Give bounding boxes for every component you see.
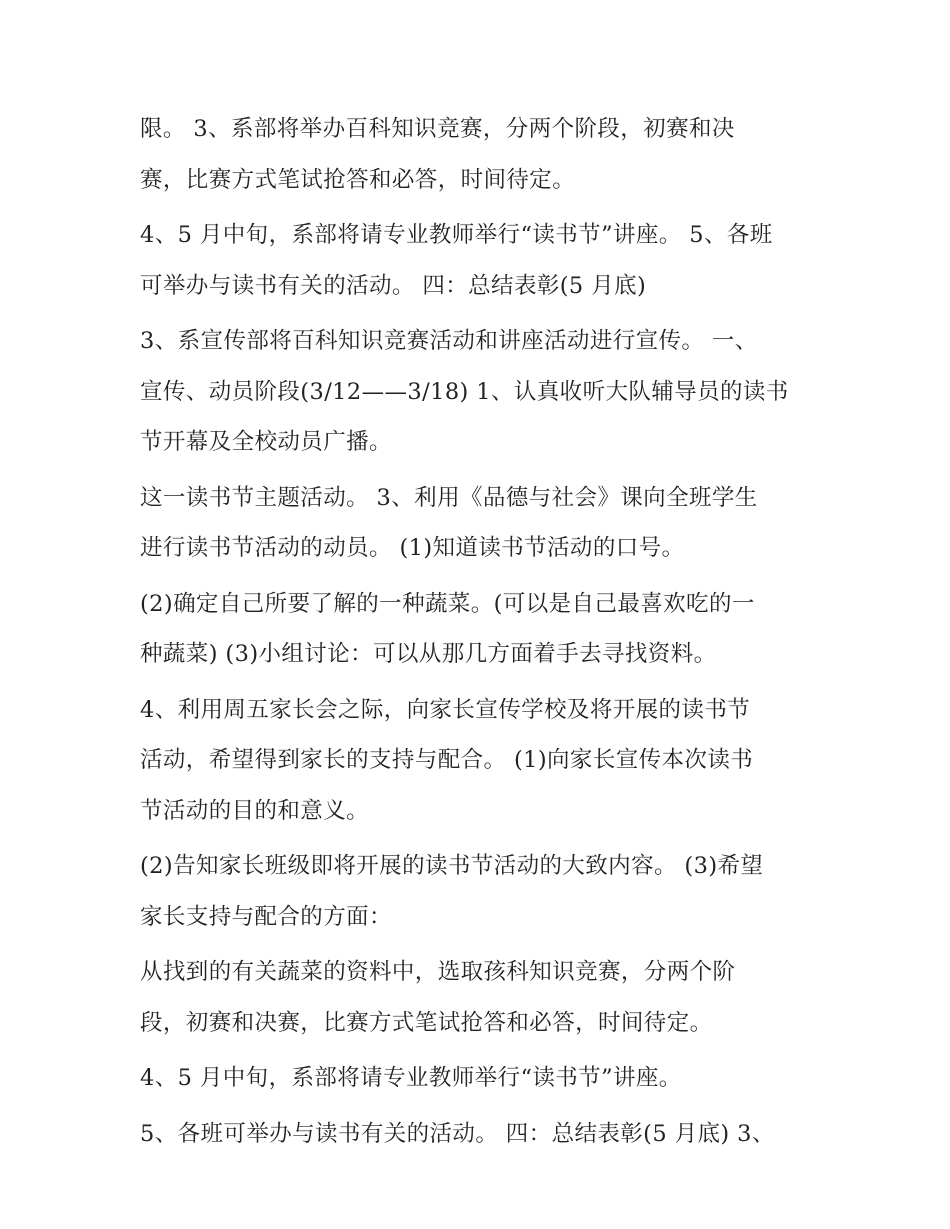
text-line: 宣传、动员阶段(3/12——3/18) 1、认真收听大队辅导员的读书 [140, 378, 789, 405]
text-line: 3、系宣传部将百科知识竞赛活动和讲座活动进行宣传。 一、 [140, 328, 758, 354]
paragraph-10 [140, 1109, 820, 1160]
paragraph-8 [140, 947, 820, 1048]
text-line: 4、5 月中旬，系部将请专业教师举行“读书节”讲座。 5、各班 [140, 222, 773, 248]
text-line: 可举办与读书有关的活动。 四：总结表彰(5 月底) [140, 272, 647, 299]
paragraph-6 [140, 685, 820, 837]
text-line: 活动，希望得到家长的支持与配合。 (1)向家长宣传本次读书 [140, 747, 754, 773]
text-line: 5、各班可举办与读书有关的活动。 四：总结表彰(5 月底) 3、 [140, 1120, 775, 1147]
paragraph-3 [140, 316, 820, 468]
paragraph-9 [140, 1053, 820, 1104]
text-line: 限。 3、系部将举办百科知识竞赛，分两个阶段，初赛和决 [140, 116, 735, 142]
text-line: 4、5 月中旬，系部将请专业教师举行“读书节”讲座。 [140, 1065, 682, 1091]
text-line: 进行读书节活动的动员。 (1)知道读书节活动的口号。 [140, 535, 685, 561]
text-line: 4、利用周五家长会之际，向家长宣传学校及将开展的读书节 [140, 696, 751, 723]
text-line: (2)告知家长班级即将开展的读书节活动的大致内容。 (3)希望 [140, 853, 764, 879]
text-line: 节活动的目的和意义。 [140, 797, 370, 824]
document-body [140, 104, 820, 1164]
text-line: 赛，比赛方式笔试抢答和必答，时间待定。 [140, 166, 576, 193]
paragraph-7 [140, 841, 820, 942]
text-line: 从找到的有关蔬菜的资料中，选取孩科知识竞赛，分两个阶 [140, 959, 736, 985]
paragraph-5 [140, 579, 820, 680]
paragraph-4 [140, 473, 820, 574]
text-line: 种蔬菜) (3)小组讨论：可以从那几方面着手去寻找资料。 [140, 641, 717, 667]
text-line: 节开幕及全校动员广播。 [140, 429, 392, 455]
text-line: 段，初赛和决赛，比赛方式笔试抢答和必答，时间待定。 [140, 1009, 713, 1036]
text-line: (2)确定自己所要了解的一种蔬菜。(可以是自己最喜欢吃的一 [140, 590, 755, 617]
paragraph-2 [140, 210, 820, 311]
paragraph-1 [140, 104, 820, 205]
text-line: 家长支持与配合的方面： [140, 903, 392, 930]
text-line: 这一读书节主题活动。 3、利用《品德与社会》课向全班学生 [140, 484, 758, 511]
